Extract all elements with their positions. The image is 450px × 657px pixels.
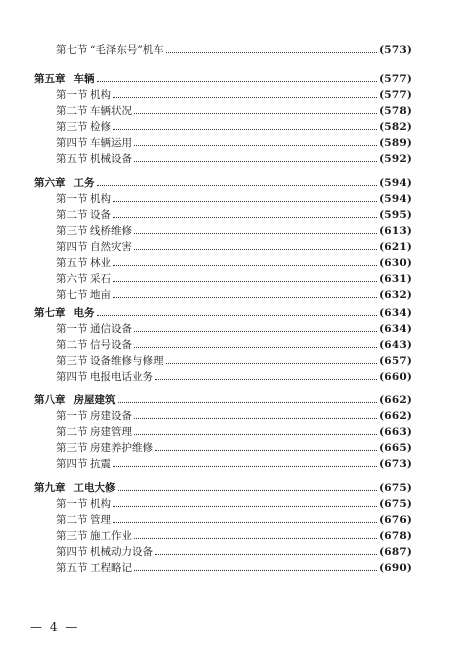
entry-number: 第五节 <box>56 562 88 574</box>
entry-page-number: (634) <box>379 307 412 319</box>
entry-page-number: (673) <box>379 458 412 470</box>
entry-number: 第三节 <box>56 355 88 367</box>
entry-title: 管理 <box>90 514 111 526</box>
dot-leader <box>155 553 377 555</box>
toc-section-entry <box>0 191 450 207</box>
entry-number: 第二节 <box>56 209 88 221</box>
entry-title: 抗震 <box>90 458 111 470</box>
toc-section-entry <box>0 287 450 303</box>
entry-title: 自然灾害 <box>90 241 132 253</box>
entry-number: 第三节 <box>56 530 88 542</box>
entry-number: 第四节 <box>56 137 88 149</box>
entry-number: 第六章 <box>34 177 66 189</box>
entry-page-number: (577) <box>379 73 412 85</box>
entry-title: 房建养护维修 <box>90 442 153 454</box>
toc-chapter-entry <box>0 480 450 496</box>
entry-title: 机构 <box>90 89 111 101</box>
dot-leader <box>134 417 377 419</box>
entry-number: 第三节 <box>56 121 88 133</box>
toc-section-entry <box>0 369 450 385</box>
entry-page-number: (676) <box>379 514 412 526</box>
toc-section-entry <box>0 512 450 528</box>
entry-title: 林业 <box>90 257 111 269</box>
entry-page-number: (675) <box>379 498 412 510</box>
entry-page-number: (678) <box>379 530 412 542</box>
toc-section-entry <box>0 408 450 424</box>
entry-title: 设备维修与修理 <box>90 355 164 367</box>
entry-page-number: (657) <box>379 355 412 367</box>
entry-title: 电报电话业务 <box>90 371 153 383</box>
entry-page-number: (675) <box>379 482 412 494</box>
entry-number: 第二节 <box>56 514 88 526</box>
entry-number: 第一节 <box>56 498 88 510</box>
dot-leader <box>166 51 377 53</box>
entry-number: 第七节 <box>56 289 88 301</box>
entry-page-number: (578) <box>379 105 412 117</box>
entry-title: 工程略记 <box>90 562 132 574</box>
dot-leader <box>97 314 378 316</box>
entry-number: 第八章 <box>34 394 66 406</box>
entry-page-number: (665) <box>379 442 412 454</box>
dot-leader <box>113 521 377 523</box>
entry-page-number: (594) <box>379 177 412 189</box>
dot-leader <box>155 449 377 451</box>
toc-section-entry <box>0 207 450 223</box>
toc-section-entry <box>0 560 450 576</box>
toc-section-entry <box>0 353 450 369</box>
dot-leader <box>134 433 377 435</box>
entry-number: 第四节 <box>56 371 88 383</box>
dot-leader <box>118 489 378 491</box>
entry-title: 车辆状况 <box>90 105 132 117</box>
entry-number: 第九章 <box>34 482 66 494</box>
entry-number: 第四节 <box>56 241 88 253</box>
entry-title: 房建设备 <box>90 410 132 422</box>
entry-title: 电务 <box>73 307 95 319</box>
dot-leader <box>134 160 377 162</box>
toc-section-entry <box>0 255 450 271</box>
dot-leader <box>134 112 377 114</box>
entry-page-number: (643) <box>379 339 412 351</box>
toc-section-entry <box>0 87 450 103</box>
dot-leader <box>97 80 378 82</box>
entry-number: 第七节 <box>56 44 88 56</box>
entry-number: 第一节 <box>56 410 88 422</box>
entry-number: 第二节 <box>56 426 88 438</box>
entry-title: 房建管理 <box>90 426 132 438</box>
toc-chapter-entry <box>0 175 450 191</box>
entry-page-number: (595) <box>379 209 412 221</box>
entry-page-number: (663) <box>379 426 412 438</box>
entry-title: 工务 <box>73 177 95 189</box>
entry-page-number: (634) <box>379 323 412 335</box>
dot-leader <box>134 144 377 146</box>
entry-page-number: (660) <box>379 371 412 383</box>
dot-leader <box>113 96 377 98</box>
dot-leader <box>113 216 377 218</box>
toc-section-entry <box>0 271 450 287</box>
entry-number: 第一节 <box>56 323 88 335</box>
entry-page-number: (630) <box>379 257 412 269</box>
entry-title: 车辆 <box>73 73 95 85</box>
entry-number: 第二节 <box>56 339 88 351</box>
dot-leader <box>113 264 377 266</box>
entry-number: 第五节 <box>56 153 88 165</box>
entry-title: 检修 <box>90 121 111 133</box>
entry-number: 第三节 <box>56 225 88 237</box>
entry-page-number: (577) <box>379 89 412 101</box>
entry-title: “毛泽东号”机车 <box>90 44 164 56</box>
dot-leader <box>166 362 378 364</box>
entry-number: 第四节 <box>56 546 88 558</box>
entry-title: 机械设备 <box>90 153 132 165</box>
entry-title: 机构 <box>90 498 111 510</box>
entry-title: 房屋建筑 <box>73 394 116 406</box>
entry-title: 通信设备 <box>90 323 132 335</box>
toc-section-entry <box>0 440 450 456</box>
toc-chapter-entry <box>0 392 450 408</box>
toc-section-entry <box>0 321 450 337</box>
entry-number: 第五节 <box>56 257 88 269</box>
entry-number: 第四节 <box>56 458 88 470</box>
entry-page-number: (632) <box>379 289 412 301</box>
dot-leader <box>97 184 378 186</box>
dot-leader <box>134 537 377 539</box>
entry-title: 机械动力设备 <box>90 546 153 558</box>
entry-number: 第六节 <box>56 273 88 285</box>
entry-title: 车辆运用 <box>90 137 132 149</box>
entry-page-number: (592) <box>379 153 412 165</box>
entry-title: 线桥维修 <box>90 225 132 237</box>
toc-section-entry <box>0 103 450 119</box>
dot-leader <box>134 330 377 332</box>
entry-number: 第七章 <box>34 307 66 319</box>
entry-title: 施工作业 <box>90 530 132 542</box>
entry-title: 信号设备 <box>90 339 132 351</box>
entry-number: 第三节 <box>56 442 88 454</box>
dot-leader <box>118 401 378 403</box>
entry-number: 第一节 <box>56 193 88 205</box>
entry-page-number: (573) <box>379 44 412 56</box>
dot-leader <box>113 200 377 202</box>
dot-leader <box>113 128 377 130</box>
entry-title: 机构 <box>90 193 111 205</box>
dot-leader <box>113 465 377 467</box>
entry-page-number: (582) <box>379 121 412 133</box>
entry-page-number: (594) <box>379 193 412 205</box>
entry-title: 采石 <box>90 273 111 285</box>
entry-title: 设备 <box>90 209 111 221</box>
toc-section-entry <box>0 456 450 472</box>
entry-page-number: (589) <box>379 137 412 149</box>
entry-page-number: (662) <box>379 410 412 422</box>
toc-section-entry <box>0 223 450 239</box>
toc-section-entry <box>0 496 450 512</box>
entry-page-number: (662) <box>379 394 412 406</box>
dot-leader <box>155 378 377 380</box>
dot-leader <box>113 280 377 282</box>
entry-title: 工电大修 <box>73 482 116 494</box>
dot-leader <box>134 248 377 250</box>
toc-chapter-entry <box>0 71 450 87</box>
toc-section-entry <box>0 42 450 58</box>
entry-page-number: (631) <box>379 273 412 285</box>
toc-section-entry <box>0 528 450 544</box>
entry-number: 第一节 <box>56 89 88 101</box>
entry-number: 第二节 <box>56 105 88 117</box>
dot-leader <box>113 505 377 507</box>
toc-section-entry <box>0 239 450 255</box>
toc-section-entry <box>0 424 450 440</box>
dot-leader <box>134 232 377 234</box>
dot-leader <box>134 346 377 348</box>
entry-title: 地亩 <box>90 289 111 301</box>
toc-section-entry <box>0 544 450 560</box>
dot-leader <box>113 296 377 298</box>
entry-page-number: (687) <box>379 546 412 558</box>
toc-section-entry <box>0 119 450 135</box>
toc-section-entry <box>0 135 450 151</box>
toc-section-entry <box>0 337 450 353</box>
entry-page-number: (621) <box>379 241 412 253</box>
entry-number: 第五章 <box>34 73 66 85</box>
dot-leader <box>134 569 377 571</box>
entry-page-number: (613) <box>379 225 412 237</box>
entry-page-number: (690) <box>379 562 412 574</box>
page-folio: — 4 — <box>30 620 80 634</box>
toc-section-entry <box>0 151 450 167</box>
toc-chapter-entry <box>0 305 450 321</box>
